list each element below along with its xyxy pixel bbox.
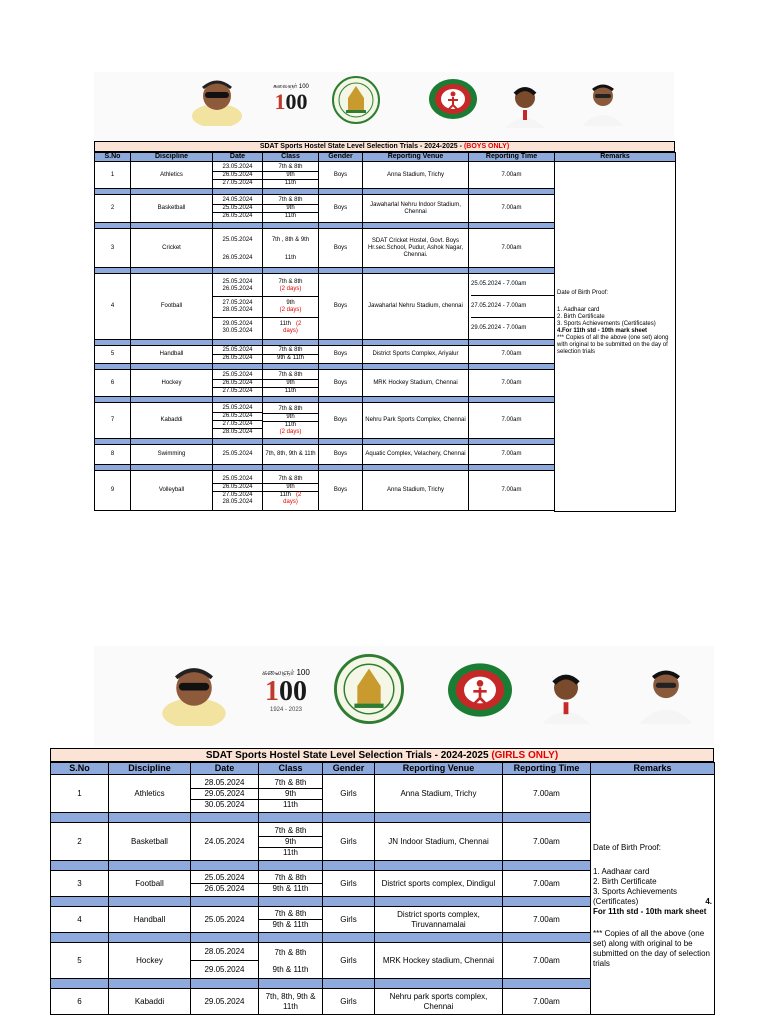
sno-cell: 6: [51, 989, 109, 1015]
sdat-logo-icon: [428, 78, 478, 120]
tamil-nadu-emblem-icon: [334, 654, 404, 724]
remarks-item: 2. Birth Certificate: [557, 314, 605, 320]
class-cell: 7th & 8th 9th 11th: [263, 195, 319, 223]
sno-cell: 2: [95, 195, 131, 223]
remarks-item: 4.For 11th std - 10th mark sheet: [557, 328, 648, 334]
time-cell: 7.00am: [503, 823, 591, 861]
girls-table: [50, 762, 715, 1015]
class-cell: 7th & 8th 9th 11th: [259, 775, 323, 813]
gender-cell: Girls: [323, 907, 375, 933]
remarks-item: 3. Sports Achievements (Certificates): [557, 321, 656, 327]
class-cell: 7th & 8th 9th & 11th: [259, 943, 323, 979]
discipline-cell: Handball: [109, 907, 191, 933]
date-cell: 24.05.2024: [191, 823, 259, 861]
gender-cell: Boys: [319, 346, 363, 364]
venue-cell: Anna Stadium, Trichy: [363, 471, 469, 511]
venue-cell: Anna Stadium, Trichy: [363, 162, 469, 189]
gender-cell: Boys: [319, 370, 363, 397]
girls-title-tag: (GIRLS ONLY): [491, 750, 559, 761]
venue-cell: Jawaharlal Nehru Stadium, chennai: [363, 274, 469, 340]
header-gender: Gender: [319, 153, 363, 162]
chief-minister-portrait-icon: [634, 660, 698, 726]
remarks-dob-heading: Date of Birth Proof:: [557, 290, 609, 296]
time-cell: 7.00am: [503, 907, 591, 933]
venue-cell: Nehru park sports complex, Chennai: [375, 989, 503, 1015]
header-remarks: Remarks: [555, 153, 676, 162]
date-cell: 29.05.2024: [191, 989, 259, 1015]
class-cell: 7th & 8th 9th & 11th: [263, 346, 319, 364]
header-class: Class: [259, 763, 323, 775]
class-cell: 7th & 8th 9th 11th: [259, 823, 323, 861]
boys-table: [94, 152, 676, 512]
discipline-cell: Basketball: [131, 195, 213, 223]
venue-cell: Jawaharlal Nehru Indoor Stadium, Chennai: [363, 195, 469, 223]
boys-title-tag: (BOYS ONLY): [463, 143, 510, 150]
venue-cell: SDAT Cricket Hostel, Govt. Boys Hr.sec.School, Pudur, Ashok Nagar, Chennai.: [363, 229, 469, 268]
header-sno: S.No: [51, 763, 109, 775]
header-time: Reporting Time: [503, 763, 591, 775]
date-cell: 25.05.2024 26.05.2024 27.05.2024: [213, 370, 263, 397]
sno-cell: 5: [95, 346, 131, 364]
sno-cell: 5: [51, 943, 109, 979]
header-discipline: Discipline: [131, 153, 213, 162]
venue-cell: Nehru Park Sports Complex, Chennai: [363, 403, 469, 439]
sno-cell: 6: [95, 370, 131, 397]
discipline-cell: Swimming: [131, 445, 213, 465]
time-cell: 7.00am: [469, 471, 555, 511]
portrait-icon: [158, 660, 230, 726]
date-cell: 25.05.2024: [191, 907, 259, 933]
class-cell: 7th , 8th & 9th 11th: [263, 229, 319, 268]
sno-cell: 1: [51, 775, 109, 813]
date-cell: 25.05.2024 26.05.2024: [191, 871, 259, 897]
date-cell: 25.05.2024 26.05.2024: [213, 229, 263, 268]
class-cell: 7th & 8th 9th 11th: [263, 162, 319, 189]
class-cell: 7th & 8th (2 days) 9th (2 days) 11th (2 days): [263, 274, 319, 340]
gender-cell: Boys: [319, 403, 363, 439]
header-class: Class: [263, 153, 319, 162]
date-cell: 25.05.2024 26.05.2024 27.05.2024 28.05.2024: [213, 403, 263, 439]
gender-cell: Girls: [323, 823, 375, 861]
venue-cell: District sports complex, Dindigul: [375, 871, 503, 897]
venue-cell: MRK Hockey stadium, Chennai: [375, 943, 503, 979]
class-cell: 7th & 8th 9th 11th (2 days): [263, 471, 319, 511]
sno-cell: 1: [95, 162, 131, 189]
date-cell: 23.05.2024 26.05.2024 27.05.2024: [213, 162, 263, 189]
gender-cell: Girls: [323, 871, 375, 897]
gender-cell: Girls: [323, 989, 375, 1015]
gender-cell: Boys: [319, 274, 363, 340]
centenary-years: 1924 - 2023: [269, 707, 303, 713]
remarks-item: 2. Birth Certificate: [593, 877, 657, 886]
venue-cell: MRK Hockey Stadium, Chennai: [363, 370, 469, 397]
time-cell: 7.00am: [469, 403, 555, 439]
chief-minister-portrait-icon: [578, 78, 628, 126]
time-cell: 7.00am: [503, 775, 591, 813]
date-cell: 25.05.2024 26.05.2024: [213, 346, 263, 364]
remarks-item: For 11th std - 10th mark sheet: [593, 907, 707, 916]
sno-cell: 8: [95, 445, 131, 465]
discipline-cell: Hockey: [131, 370, 213, 397]
header-date: Date: [191, 763, 259, 775]
header-venue: Reporting Venue: [375, 763, 503, 775]
class-cell: 7th & 8th 9th & 11th: [259, 907, 323, 933]
minister-portrait-icon: [536, 664, 596, 726]
table-row: [95, 162, 676, 189]
remarks-item: 3. Sports Achievements (Certificates) 4.: [593, 887, 712, 906]
discipline-cell: Cricket: [131, 229, 213, 268]
minister-portrait-icon: [500, 80, 550, 128]
date-cell: 28.05.2024 29.05.2024: [191, 943, 259, 979]
discipline-cell: Kabaddi: [131, 403, 213, 439]
time-cell: 7.00am: [503, 871, 591, 897]
time-cell: 25.05.2024 - 7.00am 27.05.2024 - 7.00am 29.05.2024 - 7.00am: [469, 274, 555, 340]
girls-title-text: SDAT Sports Hostel State Level Selection Trials - 2024-2025: [205, 750, 492, 761]
gender-cell: Girls: [323, 775, 375, 813]
sno-cell: 7: [95, 403, 131, 439]
class-cell: 7th & 8th 9th & 11th: [259, 871, 323, 897]
discipline-cell: Athletics: [109, 775, 191, 813]
centenary-text: கலைஞர் 100: [273, 84, 309, 90]
centenary-logo: கலைஞர் 100 100 1924 - 2023: [246, 668, 326, 716]
discipline-cell: Handball: [131, 346, 213, 364]
discipline-cell: Football: [131, 274, 213, 340]
gender-cell: Boys: [319, 445, 363, 465]
header-time: Reporting Time: [469, 153, 555, 162]
date-cell: 25.05.2024 26.05.2024 27.05.2024 28.05.2024 29.05.2024 30.05.2024: [213, 274, 263, 340]
venue-cell: Aquatic Complex, Velachery, Chennai: [363, 445, 469, 465]
remarks-item: 1. Aadhaar card: [557, 307, 600, 313]
time-cell: 7.00am: [469, 229, 555, 268]
table-row: [51, 775, 715, 813]
time-cell: 7.00am: [469, 370, 555, 397]
gender-cell: Boys: [319, 195, 363, 223]
gender-cell: Boys: [319, 471, 363, 511]
gender-cell: Girls: [323, 943, 375, 979]
time-cell: 7.00am: [469, 445, 555, 465]
date-cell: 25.05.2024 26.05.2024 27.05.2024 28.05.2024: [213, 471, 263, 511]
remarks-item: 1. Aadhaar card: [593, 867, 650, 876]
sno-cell: 2: [51, 823, 109, 861]
class-cell: 7th & 8th 9th 11th (2 days): [263, 403, 319, 439]
class-cell: 7th, 8th, 9th & 11th: [259, 989, 323, 1015]
centenary-text: கலைஞர் 100: [262, 668, 310, 677]
discipline-cell: Hockey: [109, 943, 191, 979]
sno-cell: 3: [51, 871, 109, 897]
gender-cell: Boys: [319, 229, 363, 268]
sno-cell: 4: [95, 274, 131, 340]
portrait-icon: [190, 74, 244, 126]
class-cell: 7th, 8th, 9th & 11th: [263, 445, 319, 465]
discipline-cell: Basketball: [109, 823, 191, 861]
time-cell: 7.00am: [469, 346, 555, 364]
girls-table-title: [50, 748, 714, 762]
boys-table-title: [94, 141, 675, 152]
gender-cell: Boys: [319, 162, 363, 189]
time-cell: 7.00am: [469, 195, 555, 223]
sno-cell: 4: [51, 907, 109, 933]
header-gender: Gender: [323, 763, 375, 775]
discipline-cell: Kabaddi: [109, 989, 191, 1015]
date-cell: 24.05.2024 25.05.2024 26.05.2024: [213, 195, 263, 223]
discipline-cell: Volleyball: [131, 471, 213, 511]
venue-cell: District Sports Complex, Ariyalur: [363, 346, 469, 364]
discipline-cell: Football: [109, 871, 191, 897]
sno-cell: 3: [95, 229, 131, 268]
date-cell: 28.05.2024 29.05.2024 30.05.2024: [191, 775, 259, 813]
sno-cell: 9: [95, 471, 131, 511]
centenary-logo: கலைஞர் 100 100: [260, 84, 322, 124]
venue-cell: JN Indoor Stadium, Chennai: [375, 823, 503, 861]
venue-cell: District sports complex, Tiruvannamalai: [375, 907, 503, 933]
class-cell: 7th & 8th 9th 11th: [263, 370, 319, 397]
header-remarks: Remarks: [591, 763, 715, 775]
header-venue: Reporting Venue: [363, 153, 469, 162]
tamil-nadu-emblem-icon: [332, 76, 380, 124]
remarks-note: *** Copies of all the above (one set) along with original to be submitted on the day of selection trials: [593, 929, 710, 968]
remarks-note: *** Copies of all the above (one set) along with original to be submitted on the day of selection trials: [557, 335, 669, 355]
time-cell: 7.00am: [503, 943, 591, 979]
time-cell: 7.00am: [469, 162, 555, 189]
header-sno: S.No: [95, 153, 131, 162]
remarks-dob-heading: Date of Birth Proof:: [593, 843, 662, 852]
discipline-cell: Athletics: [131, 162, 213, 189]
girls-remarks-cell: [591, 775, 715, 1015]
header-discipline: Discipline: [109, 763, 191, 775]
time-cell: 7.00am: [503, 989, 591, 1015]
header-date: Date: [213, 153, 263, 162]
boys-remarks-cell: [555, 162, 676, 512]
venue-cell: Anna Stadium, Trichy: [375, 775, 503, 813]
date-cell: 25.05.2024: [213, 445, 263, 465]
sdat-logo-icon: [446, 662, 514, 718]
boys-title-text: SDAT Sports Hostel State Level Selection Trials - 2024-2025 -: [259, 143, 464, 150]
